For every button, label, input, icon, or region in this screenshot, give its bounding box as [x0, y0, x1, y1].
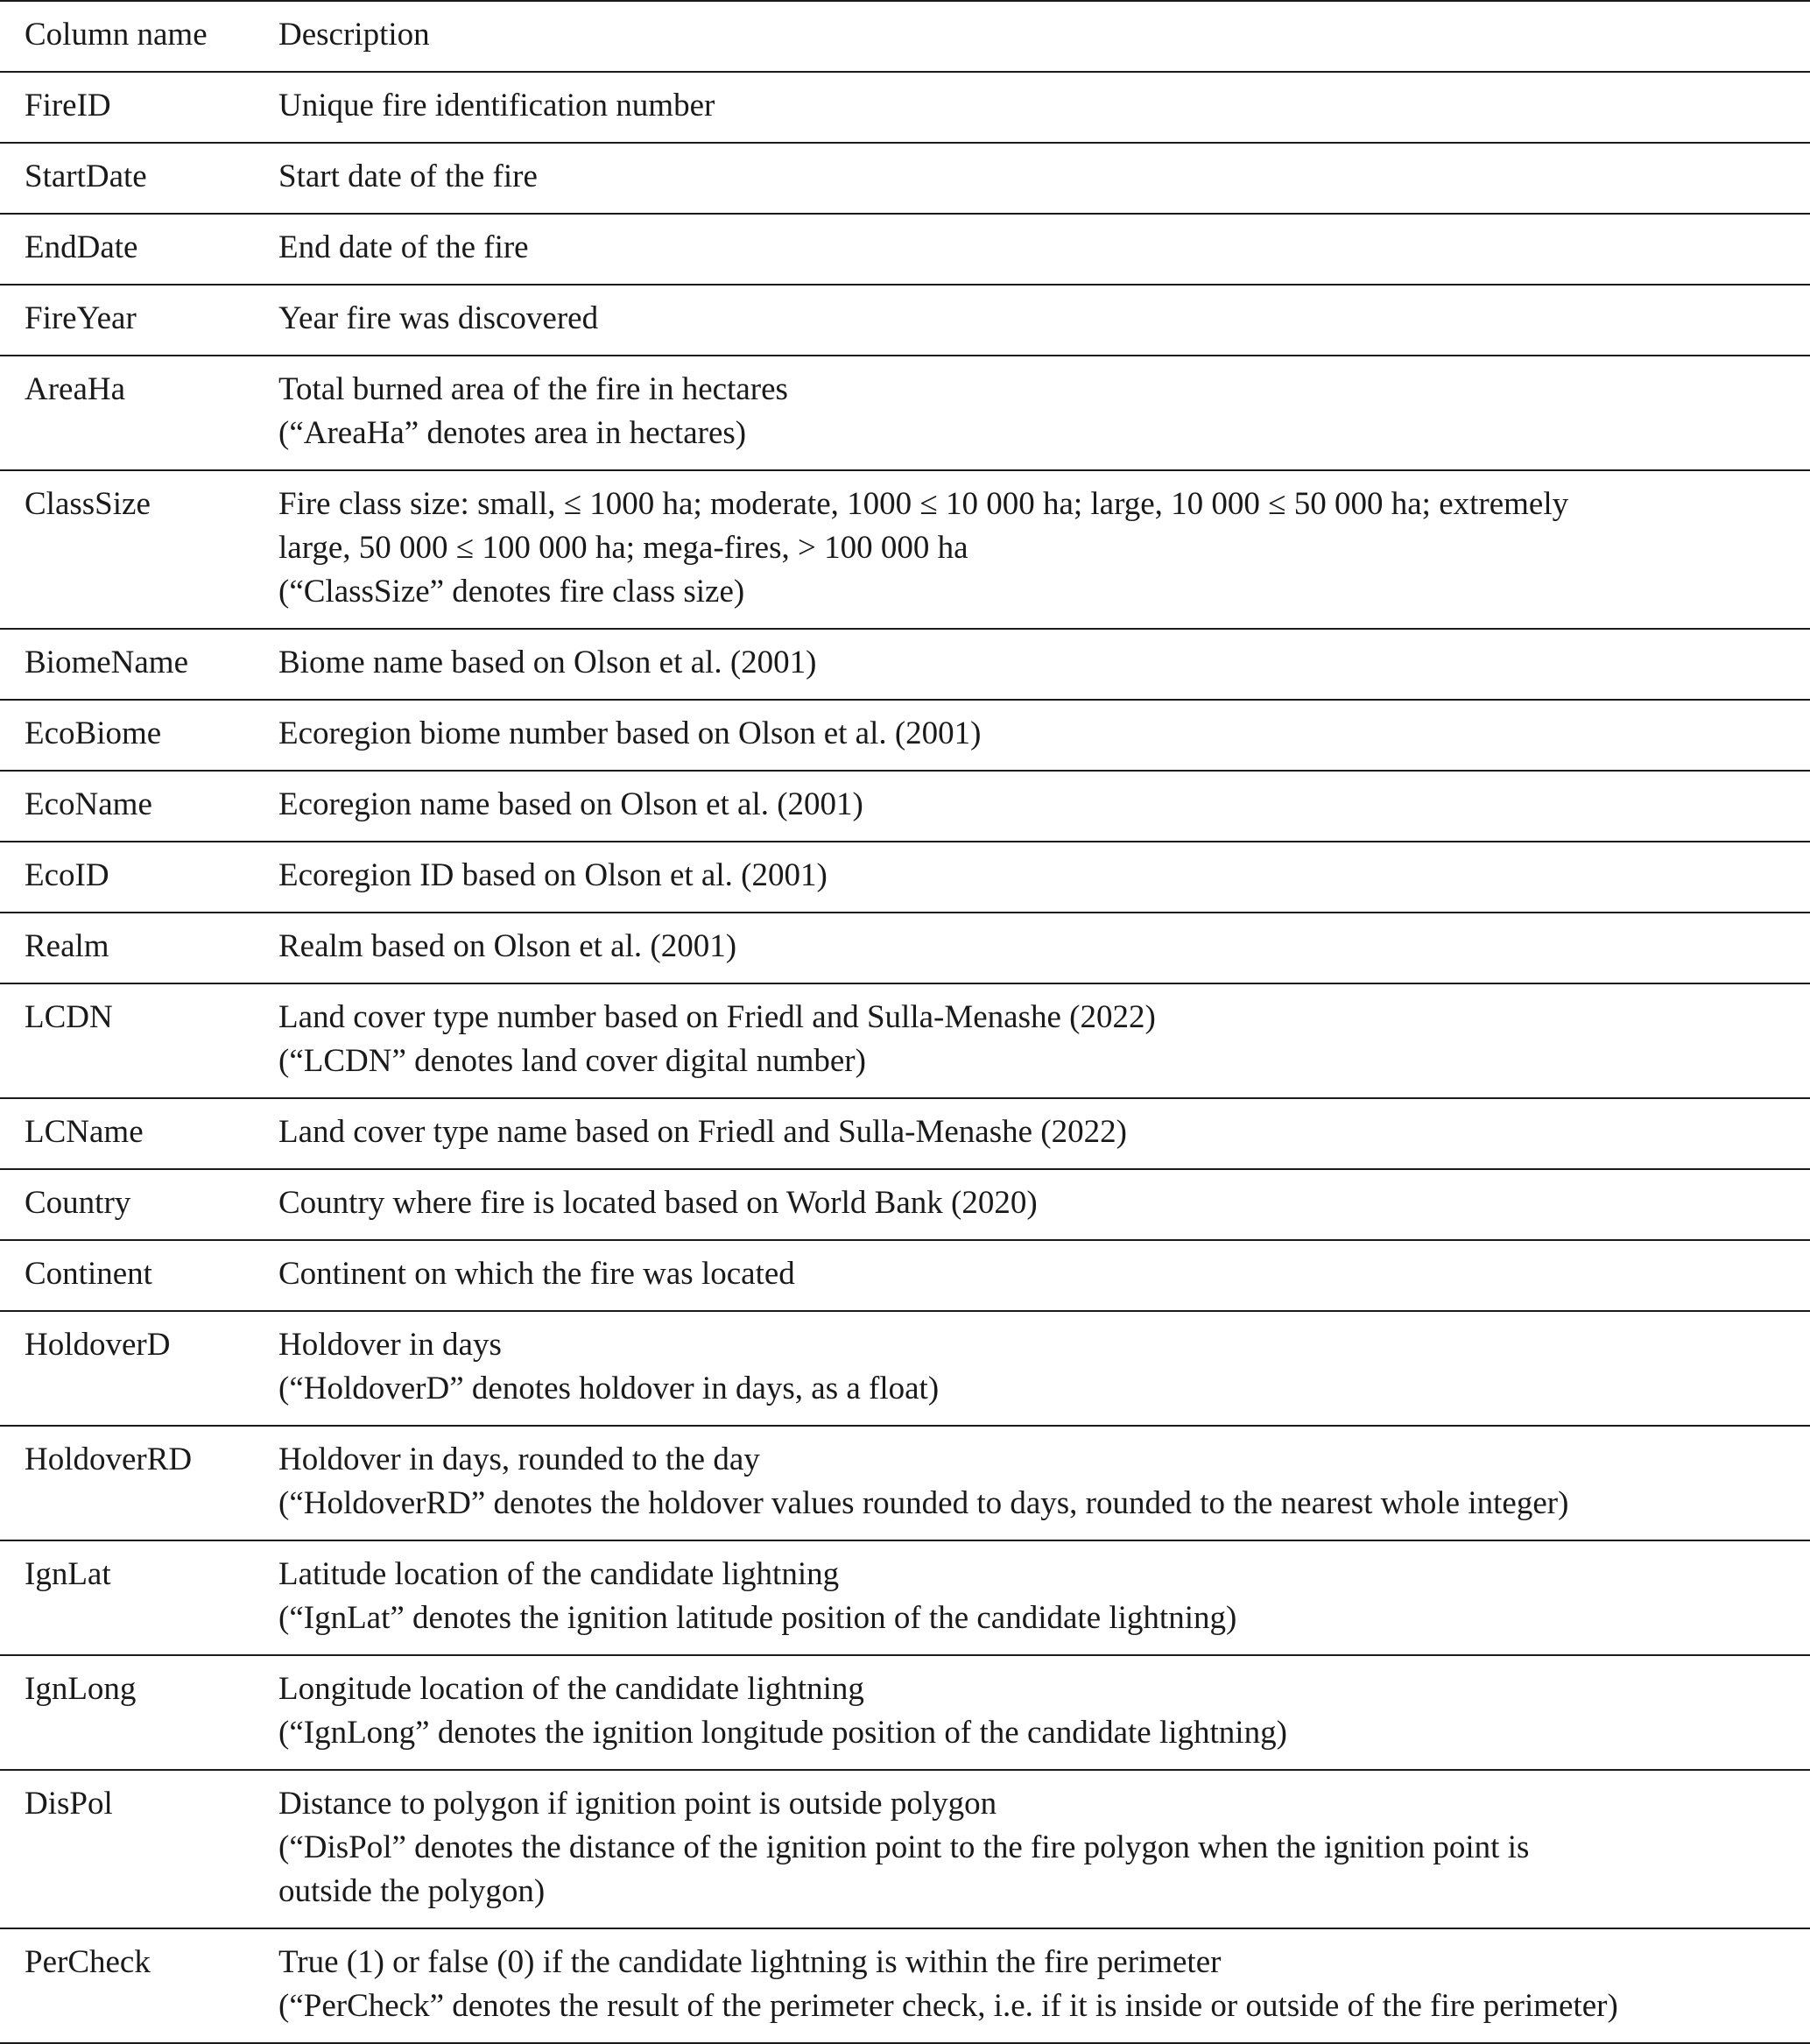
description-cell: [278, 842, 1810, 913]
description-line: (“HoldoverD” denotes holdover in days, as a float): [278, 1371, 940, 1406]
column-name-cell: AreaHa: [25, 371, 126, 407]
table-row: [0, 1098, 1810, 1169]
description-line: Latitude location of the candidate lightning: [278, 1556, 840, 1592]
column-name-cell: LCName: [25, 1114, 144, 1150]
description-cell: [278, 356, 1810, 470]
description-line: Longitude location of the candidate lightning: [278, 1671, 864, 1707]
description-line: Total burned area of the fire in hectares: [278, 371, 788, 407]
column-name-cell: ClassSize: [25, 486, 151, 522]
column-name-cell: BiomeName: [25, 645, 189, 680]
description-cell: [278, 771, 1810, 842]
column-name-cell: EcoBiome: [25, 715, 162, 751]
description-line: Ecoregion name based on Olson et al. (2001): [278, 786, 863, 822]
column-name-cell: FireYear: [25, 300, 137, 336]
column-name-cell: FireID: [25, 88, 111, 123]
table-row: [0, 1540, 1810, 1655]
description-cell: [278, 1098, 1810, 1169]
table-row: [0, 1655, 1810, 1770]
description-line: Unique fire identification number: [278, 88, 715, 123]
description-line: Country where fire is located based on World Bank (2020): [278, 1185, 1038, 1221]
table-row: [0, 1426, 1810, 1540]
table-row: [0, 214, 1810, 285]
description-cell: [278, 143, 1810, 214]
description-line: Ecoregion biome number based on Olson et al. (2001): [278, 715, 982, 751]
description-line: True (1) or false (0) if the candidate lightning is within the fire perimeter: [278, 1944, 1222, 1980]
header-description: Description: [278, 17, 430, 53]
description-cell: [278, 214, 1810, 285]
description-line: Continent on which the fire was located: [278, 1256, 795, 1292]
description-line: outside the polygon): [278, 1873, 546, 1909]
header-column-name: Column name: [25, 17, 208, 53]
table-row: [0, 771, 1810, 842]
description-line: Year fire was discovered: [278, 300, 599, 336]
table-row: [0, 629, 1810, 700]
column-name-cell: Realm: [25, 928, 109, 964]
column-name-cell: EcoID: [25, 857, 109, 893]
description-line: (“LCDN” denotes land cover digital number): [278, 1043, 866, 1079]
table-row: [0, 1169, 1810, 1240]
description-line: Holdover in days: [278, 1327, 502, 1363]
description-cell: [278, 1169, 1810, 1240]
column-name-cell: StartDate: [25, 159, 147, 194]
description-cell: [278, 629, 1810, 700]
table-row: [0, 1928, 1810, 2043]
description-line: Realm based on Olson et al. (2001): [278, 928, 737, 964]
column-name-cell: LCDN: [25, 999, 113, 1035]
description-line: (“AreaHa” denotes area in hectares): [278, 415, 747, 451]
table-row: [0, 285, 1810, 356]
column-name-cell: IgnLong: [25, 1671, 137, 1707]
description-line: (“DisPol” denotes the distance of the ignition point to the fire polygon when the ignition point is: [278, 1829, 1530, 1865]
table-row: [0, 983, 1810, 1098]
table-body: [0, 1, 1810, 2043]
description-line: (“PerCheck” denotes the result of the perimeter check, i.e. if it is inside or outside of the fire perimeter): [278, 1988, 1618, 2024]
description-line: (“ClassSize” denotes fire class size): [278, 574, 745, 610]
description-cell: [278, 1928, 1810, 2043]
description-cell: [278, 1426, 1810, 1540]
column-name-cell: EndDate: [25, 229, 138, 265]
description-line: Distance to polygon if ignition point is outside polygon: [278, 1786, 997, 1822]
description-line: large, 50 000 ≤ 100 000 ha; mega-fires, > 100 000 ha: [278, 530, 968, 566]
description-line: (“IgnLat” denotes the ignition latitude position of the candidate lightning): [278, 1600, 1237, 1636]
description-cell: [278, 1655, 1810, 1770]
column-name-cell: Continent: [25, 1256, 152, 1292]
description-cell: [278, 700, 1810, 771]
description-cell: [278, 72, 1810, 143]
description-cell: [278, 470, 1810, 629]
table-row: [0, 1770, 1810, 1928]
description-cell: [278, 913, 1810, 983]
table-row: [0, 470, 1810, 629]
column-name-cell: Country: [25, 1185, 131, 1221]
description-line: Start date of the fire: [278, 159, 538, 194]
table-row: [0, 143, 1810, 214]
description-line: Land cover type number based on Friedl and Sulla-Menashe (2022): [278, 999, 1156, 1035]
description-cell: [278, 1540, 1810, 1655]
column-name-cell: HoldoverD: [25, 1327, 171, 1363]
column-name-cell: IgnLat: [25, 1556, 111, 1592]
description-line: Ecoregion ID based on Olson et al. (2001): [278, 857, 828, 893]
description-cell: [278, 1240, 1810, 1311]
description-line: Land cover type name based on Friedl and Sulla-Menashe (2022): [278, 1114, 1127, 1150]
table-row: [0, 1240, 1810, 1311]
description-cell: [278, 1311, 1810, 1426]
description-cell: [278, 983, 1810, 1098]
description-line: Fire class size: small, ≤ 1000 ha; moderate, 1000 ≤ 10 000 ha; large, 10 000 ≤ 50 000 ha; extremely: [278, 486, 1569, 522]
table-row: [0, 356, 1810, 470]
description-line: Biome name based on Olson et al. (2001): [278, 645, 817, 680]
description-line: Holdover in days, rounded to the day: [278, 1441, 760, 1477]
table-row: [0, 913, 1810, 983]
table-row: [0, 1311, 1810, 1426]
table-row: [0, 842, 1810, 913]
description-line: End date of the fire: [278, 229, 529, 265]
column-name-cell: DisPol: [25, 1786, 113, 1822]
description-cell: [278, 285, 1810, 356]
column-name-cell: EcoName: [25, 786, 152, 822]
description-line: (“HoldoverRD” denotes the holdover values rounded to days, rounded to the nearest whole integer): [278, 1485, 1569, 1521]
table-row: [0, 72, 1810, 143]
description-cell: [278, 1770, 1810, 1928]
table-row: [0, 700, 1810, 771]
description-line: (“IgnLong” denotes the ignition longitude position of the candidate lightning): [278, 1715, 1287, 1751]
column-name-cell: PerCheck: [25, 1944, 151, 1980]
header-row: [0, 1, 1810, 72]
column-name-cell: HoldoverRD: [25, 1441, 193, 1477]
